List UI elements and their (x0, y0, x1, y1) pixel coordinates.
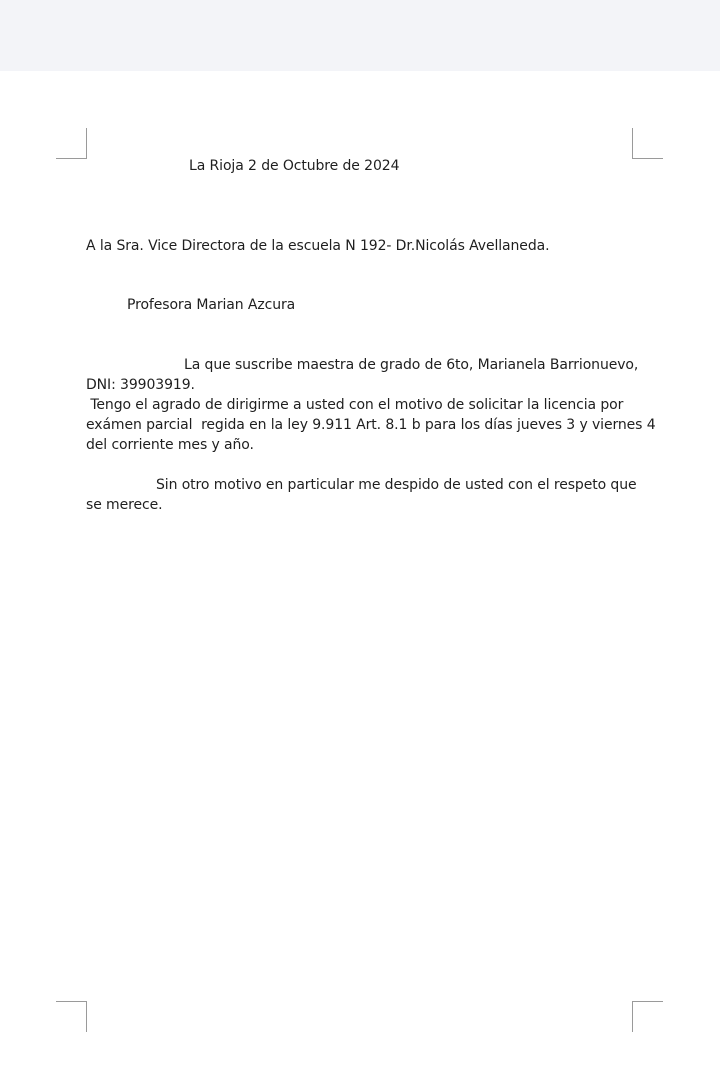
recipient-line: A la Sra. Vice Directora de la escuela N 192- Dr.Nicolás Avellaneda. (86, 238, 550, 254)
closing-line-1: Sin otro motivo en particular me despido de usted con el respeto que (156, 477, 637, 493)
margin-corner-bottom-left (56, 1001, 87, 1032)
body-line-4: exámen parcial regida en la ley 9.911 Art. 8.1 b para los días jueves 3 y viernes 4 (86, 417, 656, 433)
app-top-bar (0, 0, 720, 71)
recipient-name: Profesora Marian Azcura (127, 297, 296, 313)
margin-corner-top-left (56, 128, 87, 159)
document-page (0, 71, 720, 1074)
body-line-5: del corriente mes y año. (86, 437, 254, 453)
body-line-2: DNI: 39903919. (86, 377, 195, 393)
date-line: La Rioja 2 de Octubre de 2024 (189, 158, 400, 174)
closing-line-2: se merece. (86, 497, 163, 513)
body-line-3: Tengo el agrado de dirigirme a usted con el motivo de solicitar la licencia por (86, 397, 624, 413)
margin-corner-top-right (632, 128, 663, 159)
margin-corner-bottom-right (632, 1001, 663, 1032)
body-line-1: La que suscribe maestra de grado de 6to, Marianela Barrionuevo, (184, 357, 639, 373)
